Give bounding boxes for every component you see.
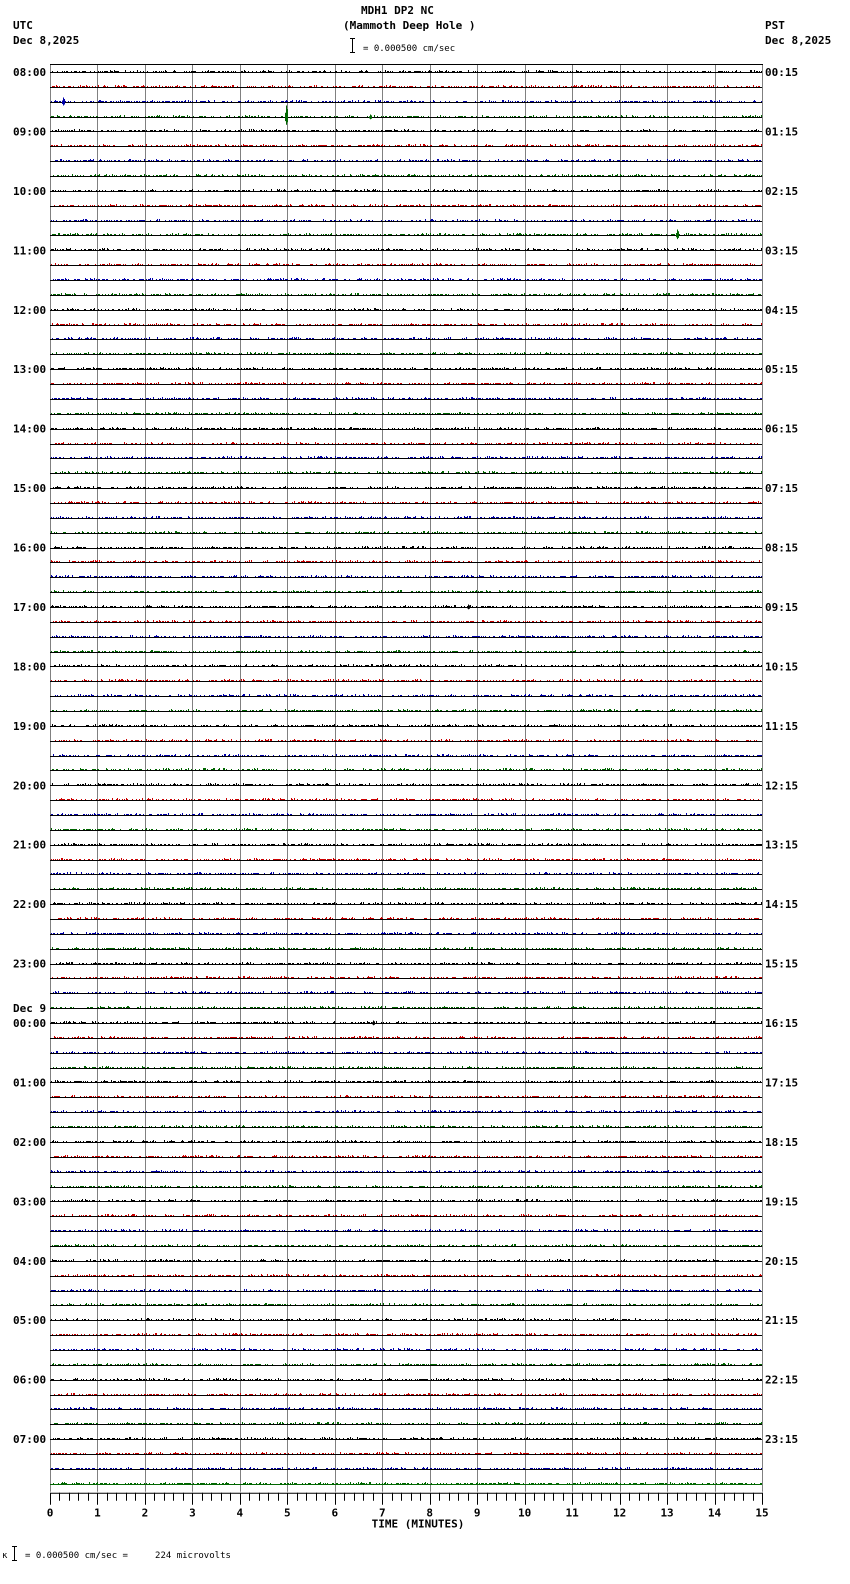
trace [50, 768, 762, 771]
utc-hour-label: 10:00 [13, 184, 47, 198]
trace [50, 1006, 762, 1009]
trace [50, 1051, 762, 1054]
trace [50, 947, 762, 950]
trace [50, 293, 762, 296]
trace [50, 620, 762, 623]
pst-hour-label: 03:15 [765, 244, 799, 258]
trace [50, 605, 762, 608]
trace [50, 1318, 762, 1321]
trace [50, 352, 762, 355]
x-tick-label: 3 [189, 1506, 196, 1520]
pst-hour-label: 02:15 [765, 184, 799, 198]
trace [50, 650, 762, 653]
pst-hour-label: 10:15 [765, 660, 799, 674]
trace [50, 1021, 762, 1024]
trace [50, 427, 762, 430]
trace [50, 100, 762, 103]
seismic-event [468, 605, 470, 610]
utc-hour-label: 15:00 [13, 482, 47, 496]
trace [50, 962, 762, 965]
trace [50, 635, 762, 638]
utc-hour-label: 11:00 [13, 244, 47, 258]
trace [50, 531, 762, 534]
trace [50, 1378, 762, 1381]
trace [50, 204, 762, 207]
trace [50, 546, 762, 549]
trace [50, 1348, 762, 1351]
seismic-event [63, 98, 65, 106]
trace [50, 709, 762, 712]
trace [50, 70, 762, 73]
pst-hour-label: 20:15 [765, 1254, 799, 1268]
trace [50, 1125, 762, 1128]
seismic-event [373, 1021, 375, 1026]
pst-hour-label: 05:15 [765, 363, 799, 377]
utc-hour-label: 18:00 [13, 660, 47, 674]
utc-hour-label: 12:00 [13, 303, 47, 317]
x-tick-label: 0 [46, 1506, 54, 1520]
trace [50, 887, 762, 890]
trace [50, 679, 762, 682]
pst-hour-label: 13:15 [765, 838, 799, 852]
pst-hour-label: 07:15 [765, 482, 799, 496]
trace [50, 486, 762, 489]
utc-hour-label: 16:00 [13, 541, 47, 555]
trace [50, 783, 762, 786]
trace [50, 308, 762, 311]
utc-hour-label: 04:00 [13, 1254, 47, 1268]
pst-date: Dec 8,2025 [765, 34, 832, 47]
trace [50, 1289, 762, 1292]
trace [50, 590, 762, 593]
trace [50, 798, 762, 801]
trace [50, 412, 762, 415]
trace [50, 323, 762, 326]
pst-label: PST [765, 19, 785, 32]
utc-hour-label: 05:00 [13, 1314, 47, 1328]
trace [50, 144, 762, 147]
pst-hour-label: 18:15 [765, 1135, 799, 1149]
x-tick-label: 10 [518, 1506, 532, 1520]
pst-hour-label: 08:15 [765, 541, 799, 555]
utc-hour-label: 07:00 [13, 1433, 47, 1447]
x-tick-label: 8 [426, 1506, 434, 1520]
x-tick-label: 11 [565, 1506, 579, 1520]
x-tick-label: 15 [755, 1506, 769, 1520]
trace [50, 501, 762, 504]
x-tick-label: 5 [284, 1506, 291, 1520]
trace [50, 813, 762, 816]
trace [50, 85, 762, 88]
pst-hour-label: 01:15 [765, 125, 799, 139]
utc-hour-label: 19:00 [13, 719, 47, 733]
pst-hour-label: 06:15 [765, 422, 799, 436]
utc-hour-label: 09:00 [13, 125, 47, 139]
trace [50, 976, 762, 979]
x-tick-label: 1 [94, 1506, 101, 1520]
trace [50, 932, 762, 935]
trace [50, 724, 762, 727]
footer-prefix: к [2, 1551, 8, 1561]
utc-hour-label: 03:00 [13, 1195, 47, 1209]
footer-scale-text: = 0.000500 cm/sec = 224 microvolts [25, 1551, 231, 1561]
trace [50, 1110, 762, 1113]
utc-hour-label: 13:00 [13, 363, 47, 377]
pst-hour-label: 11:15 [765, 719, 799, 733]
footer-scale-bar-icon [12, 1546, 17, 1561]
trace [50, 1214, 762, 1217]
pst-hour-label: 00:15 [765, 66, 799, 79]
pst-hour-label: 04:15 [765, 303, 799, 317]
trace [50, 1393, 762, 1396]
location-title: (Mammoth Deep Hole ) [343, 19, 476, 32]
utc-date-change-label: Dec 9 [13, 1002, 47, 1016]
trace [50, 1155, 762, 1158]
trace [50, 1437, 762, 1440]
trace [50, 694, 762, 697]
trace [50, 1422, 762, 1425]
trace [50, 159, 762, 162]
trace [50, 902, 762, 905]
trace [50, 1244, 762, 1247]
trace [50, 1407, 762, 1410]
trace [50, 754, 762, 757]
x-tick-label: 14 [707, 1506, 722, 1520]
trace [50, 442, 762, 445]
trace [50, 233, 762, 236]
pst-hour-label: 22:15 [765, 1373, 799, 1387]
utc-hour-label: 22:00 [13, 898, 47, 912]
trace [50, 1199, 762, 1202]
utc-hour-label: 08:00 [13, 66, 47, 79]
trace [50, 219, 762, 222]
trace [50, 367, 762, 370]
trace [50, 739, 762, 742]
pst-hour-label: 12:15 [765, 779, 799, 793]
utc-hour-label: 02:00 [13, 1135, 47, 1149]
trace [50, 1185, 762, 1188]
seismic-event [370, 115, 372, 120]
utc-hour-label: 01:00 [13, 1076, 47, 1090]
trace [50, 1229, 762, 1232]
trace [50, 263, 762, 266]
utc-hour-label: 06:00 [13, 1373, 47, 1387]
trace [50, 917, 762, 920]
scale-text: = 0.000500 cm/sec [363, 44, 456, 54]
x-tick-label: 12 [612, 1506, 627, 1520]
trace [50, 1095, 762, 1098]
trace [50, 828, 762, 831]
pst-hour-label: 09:15 [765, 600, 799, 614]
trace [50, 1363, 762, 1366]
trace [50, 382, 762, 385]
trace [50, 189, 762, 192]
trace [50, 1333, 762, 1336]
traces [50, 70, 762, 1485]
pst-hour-label: 17:15 [765, 1076, 799, 1090]
trace [50, 575, 762, 578]
trace [50, 560, 762, 563]
trace [50, 129, 762, 132]
pst-hour-label: 21:15 [765, 1314, 799, 1328]
trace [50, 1066, 762, 1069]
trace [50, 1467, 762, 1470]
trace [50, 471, 762, 474]
pst-hour-label: 19:15 [765, 1195, 799, 1209]
trace [50, 843, 762, 846]
x-tick-label: 9 [473, 1506, 481, 1520]
x-tick-label: 2 [141, 1506, 149, 1520]
x-tick-label: 13 [660, 1506, 674, 1520]
trace [50, 248, 762, 251]
utc-hour-label: 23:00 [13, 957, 47, 971]
trace [50, 1140, 762, 1143]
trace [50, 1452, 762, 1455]
x-tick-label: 4 [236, 1506, 244, 1520]
x-tick-label: 7 [378, 1506, 386, 1520]
trace [50, 1080, 762, 1083]
trace [50, 115, 762, 118]
utc-date: Dec 8,2025 [13, 34, 80, 47]
utc-hour-label: 20:00 [13, 779, 47, 793]
trace [50, 397, 762, 400]
trace [50, 174, 762, 177]
trace [50, 1482, 762, 1485]
pst-hour-label: 23:15 [765, 1433, 799, 1447]
pst-hour-label: 15:15 [765, 957, 799, 971]
trace [50, 858, 762, 861]
trace [50, 991, 762, 994]
trace [50, 1303, 762, 1306]
trace [50, 278, 762, 281]
trace [50, 456, 762, 459]
utc-hour-label: 14:00 [13, 422, 47, 436]
x-axis-title: TIME (MINUTES) [371, 1517, 465, 1531]
utc-hour-label: 17:00 [13, 600, 47, 614]
seismic-event [677, 230, 679, 240]
trace [50, 664, 762, 667]
trace [50, 1036, 762, 1039]
utc-label: UTC [13, 19, 33, 32]
trace [50, 1274, 762, 1277]
station-title: MDH1 DP2 NC [361, 4, 434, 17]
utc-hour-label: 00:00 [13, 1017, 47, 1031]
pst-hour-label: 14:15 [765, 898, 799, 912]
trace [50, 1259, 762, 1262]
x-tick-label: 6 [331, 1506, 339, 1520]
x-axis [47, 1493, 769, 1531]
trace [50, 1170, 762, 1173]
utc-hour-label: 21:00 [13, 838, 47, 852]
trace [50, 516, 762, 519]
trace [50, 872, 762, 875]
pst-hour-label: 16:15 [765, 1017, 799, 1031]
trace [50, 337, 762, 340]
